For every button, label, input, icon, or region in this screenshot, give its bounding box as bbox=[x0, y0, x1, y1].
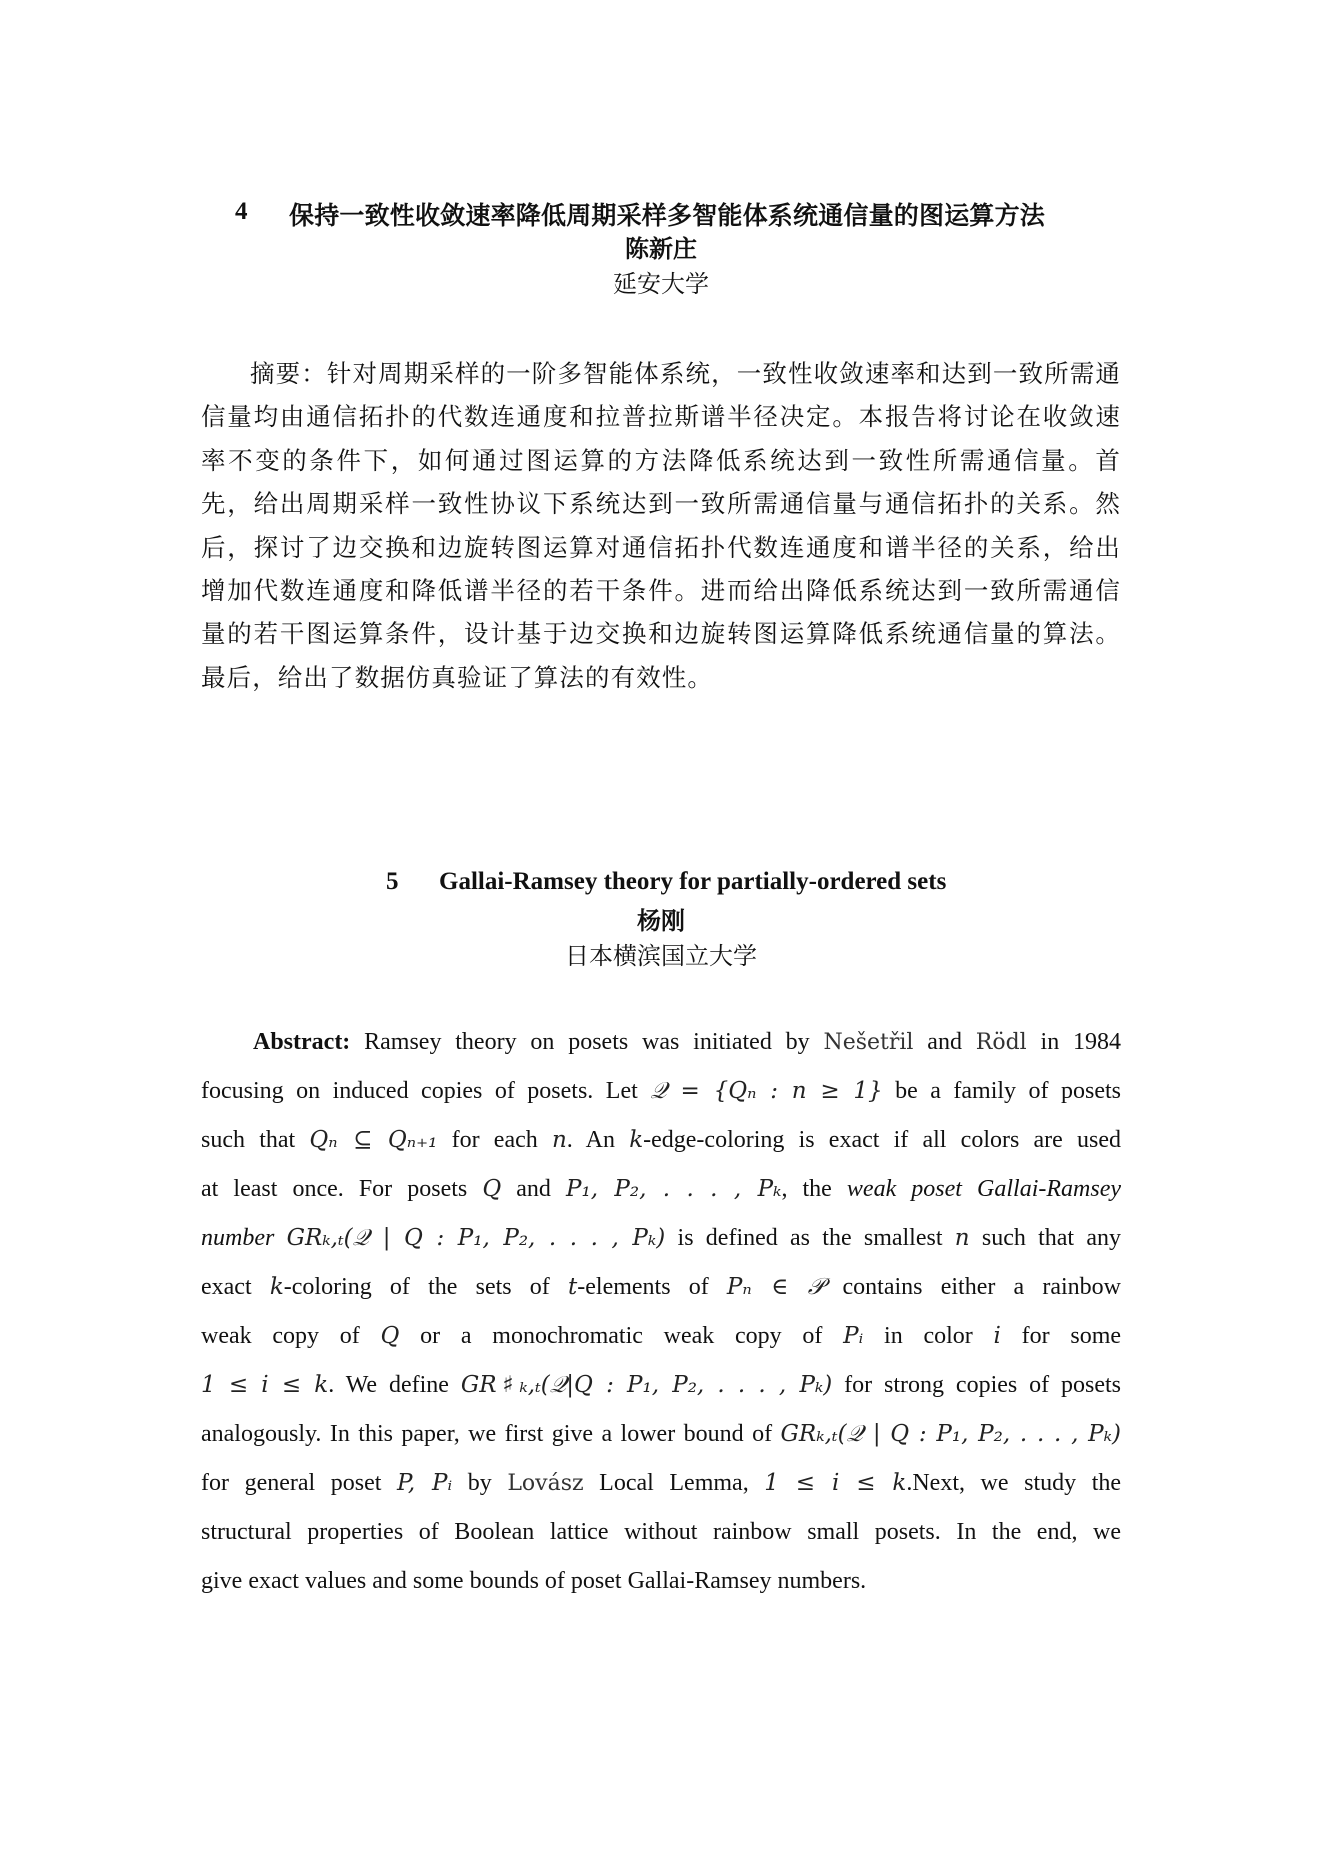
abstract-text: by bbox=[452, 1470, 508, 1496]
abstract-line bbox=[201, 1361, 1121, 1410]
section-title-row bbox=[201, 196, 1121, 232]
math-expression: Pᵢ bbox=[843, 1323, 864, 1349]
math-expression: 𝒬 = {Qₙ : n ≥ 1} bbox=[650, 1078, 883, 1104]
abstract-body bbox=[201, 352, 1121, 699]
abstract-text: contains either a rainbow bbox=[824, 1274, 1122, 1300]
abstract-text: -elements of bbox=[577, 1274, 727, 1300]
abstract-line bbox=[201, 1067, 1121, 1116]
math-expression: P₁, P₂, . . . , Pₖ bbox=[566, 1176, 782, 1202]
abstract-line bbox=[201, 1459, 1121, 1508]
section-number: 4 bbox=[235, 198, 248, 225]
math-expression: n bbox=[551, 1127, 567, 1153]
abstract-text: -edge-coloring is exact if all colors are used bbox=[643, 1127, 1122, 1153]
abstract-text: 针对周期采样的一阶多智能体系统，一致性收敛速率和达到一致所需通信量均由通信拓扑的代数连通度和拉普拉斯谱半径决定。本报告将讨论在收敛速率不变的条件下，如何通过图运算的方法降低系统达到一致性所需通信量。首先，给出周期采样一致性协议下系统达到一致所需通信量与通信拓扑的关系。然后，探讨了边交换和边旋转图运算对通信拓扑代数连通度和谱半径的关系，给出增加代数连通度和降低谱半径的若干条件。进而给出降低系统达到一致所需通信量的若干图运算条件，设计基于边交换和边旋转图运算降低系统通信量的算法。最后，给出了数据仿真验证了算法的有效性。 bbox=[201, 359, 1121, 692]
math-expression: t bbox=[568, 1274, 578, 1300]
abstract-line bbox=[201, 1018, 1121, 1067]
abstract-text: structural properties of Boolean lattice without rainbow small posets. In the end, we bbox=[201, 1519, 1121, 1545]
abstract-line bbox=[201, 1116, 1121, 1165]
abstract-text: . We define bbox=[328, 1372, 461, 1398]
abstract-text: at least once. For posets bbox=[201, 1176, 483, 1202]
section-title: Gallai-Ramsey theory for partially-ordered sets bbox=[439, 868, 947, 895]
abstract-text: or a monochromatic weak copy of bbox=[399, 1323, 844, 1349]
name-text: Rödl bbox=[975, 1030, 1027, 1055]
author-affiliation: 延安大学 bbox=[613, 270, 709, 298]
abstract-text: , the bbox=[781, 1176, 847, 1202]
abstract-label: Abstract: bbox=[253, 1029, 351, 1055]
abstract-text: for each bbox=[437, 1127, 552, 1153]
abstract-text: be a family of posets bbox=[882, 1078, 1121, 1104]
math-expression: n bbox=[954, 1225, 970, 1251]
math-expression: GRₖ,ₜ(𝒬 | Q : P₁, P₂, . . . , Pₖ) bbox=[780, 1421, 1122, 1447]
section-title-row bbox=[201, 868, 1121, 904]
abstract-text bbox=[274, 1225, 286, 1251]
abstract-text: for general poset bbox=[201, 1470, 398, 1496]
math-expression: Q bbox=[482, 1176, 502, 1202]
math-expression: GR♯ₖ,ₜ(𝒬|Q : P₁, P₂, . . . , Pₖ) bbox=[460, 1372, 833, 1398]
abstract-text: and bbox=[913, 1029, 976, 1055]
abstract-text: . An bbox=[566, 1127, 630, 1153]
abstract-text: analogously. In this paper, we first give a lower bound of bbox=[201, 1421, 781, 1447]
math-expression: Q bbox=[380, 1323, 400, 1349]
abstract-line bbox=[201, 1410, 1121, 1459]
abstract-text: Local Lemma, bbox=[583, 1470, 765, 1496]
abstract-line bbox=[201, 1165, 1121, 1214]
name-text: Nešetřil bbox=[823, 1030, 914, 1055]
author-affiliation: 日本横滨国立大学 bbox=[565, 942, 757, 970]
abstract-text: such that any bbox=[969, 1225, 1121, 1251]
abstract-body bbox=[201, 1018, 1121, 1606]
abstract-line bbox=[201, 1263, 1121, 1312]
abstract-text: exact bbox=[201, 1274, 270, 1300]
math-expression: k bbox=[269, 1274, 284, 1300]
abstract-text: in color bbox=[863, 1323, 994, 1349]
abstract-line bbox=[201, 1214, 1121, 1263]
abstract-text: -coloring of the sets of bbox=[283, 1274, 568, 1300]
abstract-text: .Next, we study the bbox=[906, 1470, 1122, 1496]
abstract-text: give exact values and some bounds of poset Gallai-Ramsey numbers. bbox=[201, 1568, 867, 1594]
section-number: 5 bbox=[386, 868, 399, 895]
math-expression: 1 ≤ i ≤ k bbox=[764, 1470, 907, 1496]
italic-term: weak poset Gallai-Ramsey bbox=[846, 1176, 1122, 1202]
abstract-line bbox=[201, 1312, 1121, 1361]
abstract-label: 摘要： bbox=[250, 359, 327, 388]
abstract-text: such that bbox=[201, 1127, 310, 1153]
author-name: 陈新庄 bbox=[625, 235, 697, 263]
abstract-text: focusing on induced copies of posets. Let bbox=[201, 1078, 651, 1104]
abstract-text: is defined as the smallest bbox=[665, 1225, 955, 1251]
abstract-line bbox=[201, 1508, 1121, 1557]
abstract-text: for some bbox=[1000, 1323, 1122, 1349]
abstract-text: and bbox=[501, 1176, 566, 1202]
abstract-text: Ramsey theory on posets was initiated by bbox=[350, 1029, 824, 1055]
math-expression: GRₖ,ₜ(𝒬 | Q : P₁, P₂, . . . , Pₖ) bbox=[286, 1225, 666, 1251]
math-expression: i bbox=[993, 1323, 1001, 1349]
abstract-section-4 bbox=[201, 196, 1121, 699]
name-text: Lovász bbox=[507, 1471, 584, 1496]
math-expression: P, Pᵢ bbox=[397, 1470, 453, 1496]
abstract-text: weak copy of bbox=[201, 1323, 381, 1349]
italic-term: number bbox=[201, 1225, 275, 1251]
math-expression: k bbox=[629, 1127, 644, 1153]
section-title: 保持一致性收敛速率降低周期采样多智能体系统通信量的图运算方法 bbox=[289, 201, 1046, 230]
abstract-line bbox=[201, 1557, 1121, 1606]
author-name: 杨刚 bbox=[637, 907, 685, 935]
abstract-text: for strong copies of posets bbox=[832, 1372, 1121, 1398]
math-expression: 1 ≤ i ≤ k bbox=[201, 1372, 329, 1398]
abstract-text: in 1984 bbox=[1026, 1029, 1122, 1055]
math-expression: Pₙ ∈ 𝒫 bbox=[726, 1274, 825, 1300]
abstract-section-5 bbox=[201, 868, 1121, 1606]
math-expression: Qₙ ⊆ Qₙ₊₁ bbox=[309, 1127, 438, 1153]
